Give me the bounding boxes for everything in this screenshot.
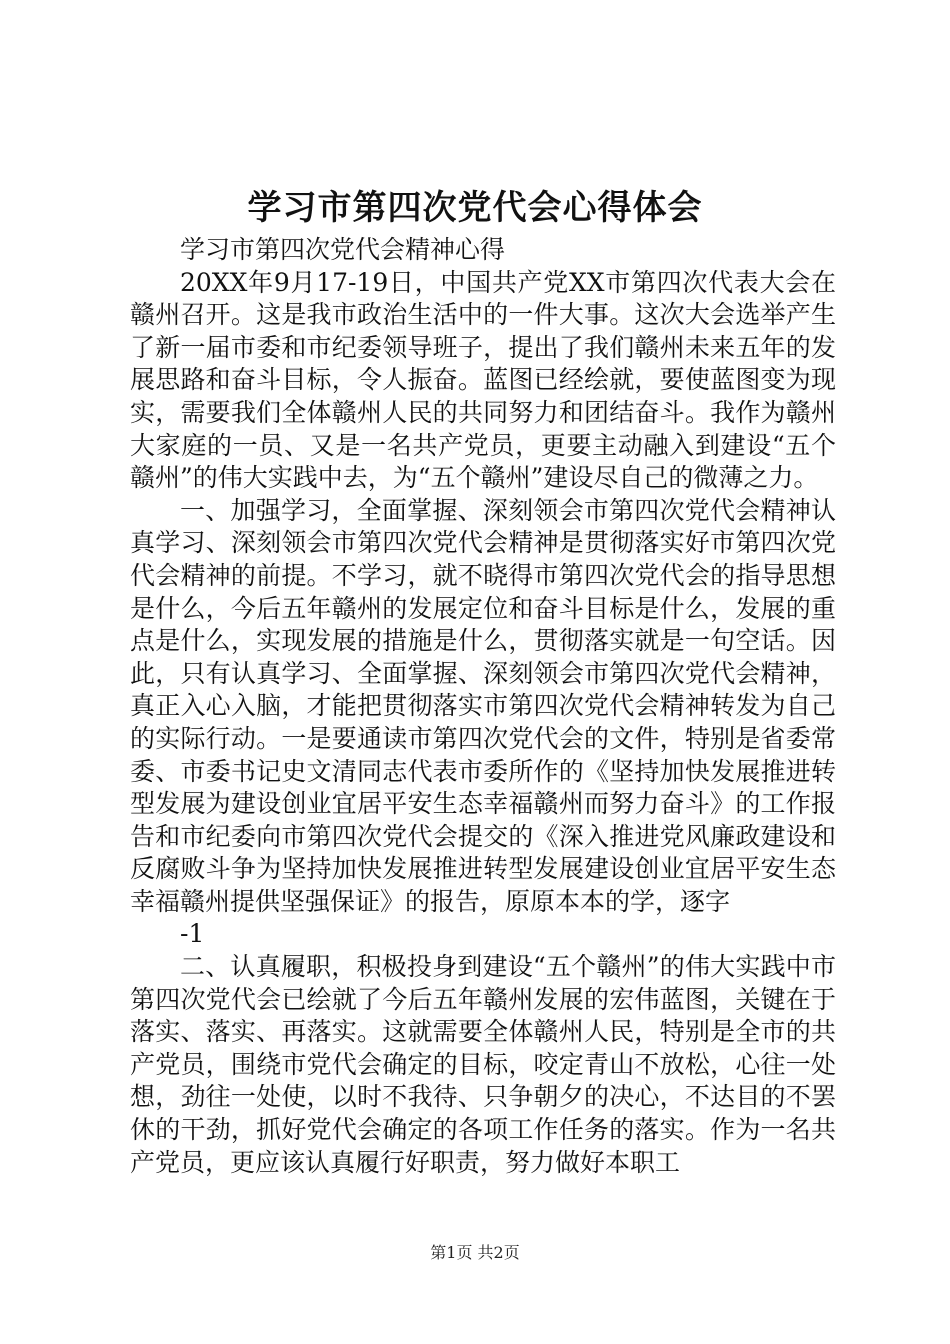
document-body bbox=[130, 234, 836, 1179]
document-title: 学习市第四次党代会心得体会 bbox=[247, 188, 703, 228]
page-footer: 第1页 共2页 bbox=[430, 1243, 520, 1262]
paragraph-section-two: 二、认真履职，积极投身到建设“五个赣州”的伟大实践中市第四次党代会已绘就了今后五年赣州发展的宏伟蓝图，关键在于落实、落实、再落实。这就需要全体赣州人民，特别是全市的共产党员，围绕市党代会确定的目标，咬定青山不放松，心往一处想，劲往一处使，以时不我待、只争朝夕的决心，不达目的不罢休的干劲，抓好党代会确定的各项工作任务的落实。作为一名共产党员，更应该认真履行好职责，努力做好本职工 bbox=[130, 952, 836, 1177]
paragraph-intro: 20XX年9月17-19日，中国共产党XX市第四次代表大会在赣州召开。这是我市政治生活中的一件大事。这次大会选举产生了新一届市委和市纪委领导班子，提出了我们赣州未来五年的发展思路和奋斗目标，令人振奋。蓝图已经绘就，要使蓝图变为现实，需要我们全体赣州人民的共同努力和团结奋斗。我作为赣州大家庭的一员、又是一名共产党员，更要主动融入到建设“五个赣州”的伟大实践中去，为“五个赣州”建设尽自己的微薄之力。 bbox=[130, 267, 836, 493]
paragraph-section-one: 一、加强学习，全面掌握、深刻领会市第四次党代会精神认真学习、深刻领会市第四次党代会精神是贯彻落实好市第四次党代会精神的前提。不学习，就不晓得市第四次党代会的指导思想是什么，今后五年赣州的发展定位和奋斗目标是什么，发展的重点是什么，实现发展的措施是什么，贯彻落实就是一句空话。因此，只有认真学习、全面掌握、深刻领会市第四次党代会精神，真正入心入脑，才能把贯彻落实市第四次党代会精神转发为自己的实际行动。一是要通读市第四次党代会的文件，特别是省委常委、市委书记史文清同志代表市委所作的《坚持加快发展推进转型发展为建设创业宜居平安生态幸福赣州而努力奋斗》的工作报告和市纪委向市第四次党代会提交的《深入推进党风廉政建设和反腐败斗争为坚持加快发展推进转型发展建设创业宜居平安生态幸福赣州提供坚强保证》的报告，原原本本的学，逐字 bbox=[130, 495, 836, 916]
document-subtitle: 学习市第四次党代会精神心得 bbox=[180, 235, 506, 264]
page-marker: -1 bbox=[180, 919, 205, 949]
